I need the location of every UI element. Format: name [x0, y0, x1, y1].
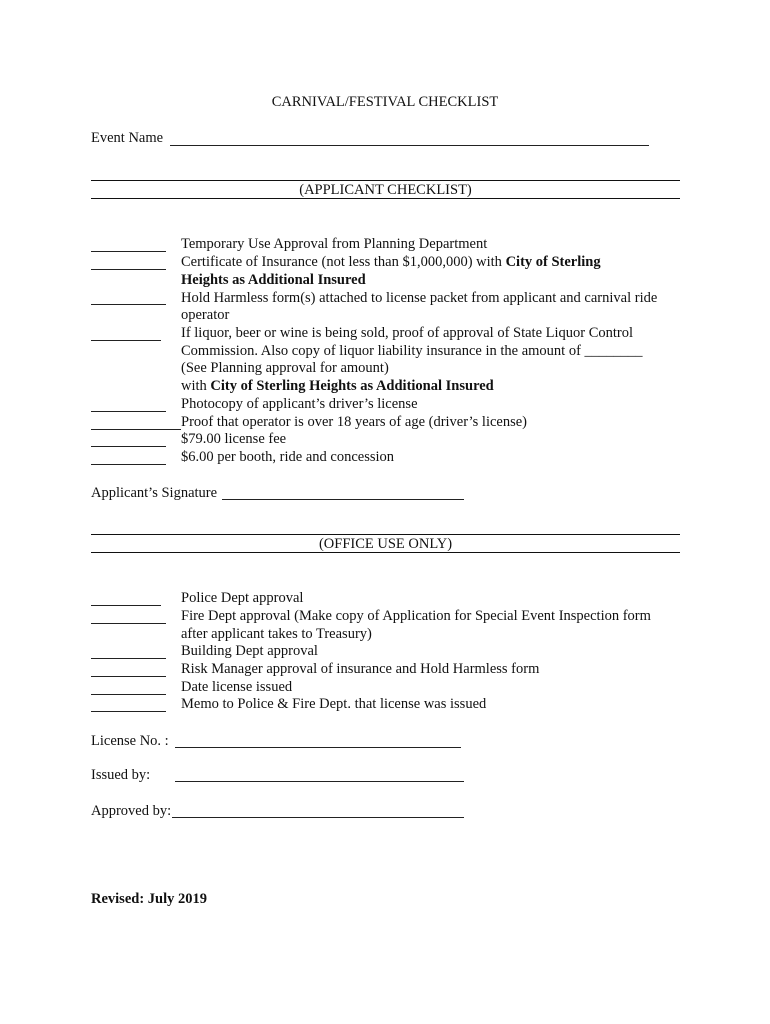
checkbox-blank-fire[interactable]: [91, 623, 166, 624]
issued-by-field[interactable]: [175, 781, 464, 782]
applicant-signature-field[interactable]: [222, 499, 464, 500]
office-item: Risk Manager approval of insurance and Hold Harmless form: [181, 661, 540, 677]
checklist-item: If liquor, beer or wine is being sold, proof of approval of State Liquor Control: [181, 325, 634, 341]
page-title: CARNIVAL/FESTIVAL CHECKLIST: [271, 94, 499, 110]
office-item: Police Dept approval: [181, 590, 304, 606]
checkbox-blank-drivers-license[interactable]: [91, 411, 166, 412]
checkbox-blank-memo[interactable]: [91, 711, 166, 712]
checkbox-blank-hold-harmless[interactable]: [91, 304, 166, 305]
office-item: Fire Dept approval (Make copy of Application for Special Event Inspection form: [181, 608, 651, 624]
office-item-continued: after applicant takes to Treasury): [181, 626, 372, 642]
event-name-label: Event Name: [91, 130, 164, 146]
divider: [91, 180, 680, 181]
checkbox-blank-certificate-insurance[interactable]: [91, 269, 166, 270]
approved-by-label: Approved by:: [91, 803, 172, 819]
office-use-header: (OFFICE USE ONLY): [318, 536, 453, 552]
checklist-item-continued: (See Planning approval for amount): [181, 360, 389, 376]
checkbox-blank-license-fee[interactable]: [91, 446, 166, 447]
checkbox-blank-date-issued[interactable]: [91, 694, 166, 695]
checkbox-blank-police[interactable]: [91, 605, 161, 606]
checklist-item: Certificate of Insurance (not less than $1,000,000) with City of Sterling: [181, 254, 601, 270]
checklist-item: Proof that operator is over 18 years of age (driver’s license): [181, 414, 527, 430]
checklist-item: $79.00 license fee: [181, 431, 287, 447]
license-no-field[interactable]: [175, 747, 461, 748]
approved-by-field[interactable]: [172, 817, 464, 818]
divider: [91, 534, 680, 535]
checklist-item: Photocopy of applicant’s driver’s license: [181, 396, 418, 412]
applicant-checklist-header: (APPLICANT CHECKLIST): [299, 182, 472, 198]
license-no-label: License No. :: [91, 733, 169, 749]
event-name-field[interactable]: [170, 145, 649, 146]
checkbox-blank-temporary-use[interactable]: [91, 251, 166, 252]
checklist-item: Hold Harmless form(s) attached to license packet from applicant and carnival ride: [181, 290, 658, 306]
checkbox-blank-building[interactable]: [91, 658, 166, 659]
divider: [91, 552, 680, 553]
checkbox-blank-booth-fee[interactable]: [91, 464, 166, 465]
checklist-item: Temporary Use Approval from Planning Department: [181, 236, 488, 252]
revised-date: Revised: July 2019: [91, 891, 207, 907]
checklist-item: $6.00 per booth, ride and concession: [181, 449, 395, 465]
office-item: Building Dept approval: [181, 643, 318, 659]
divider: [91, 198, 680, 199]
applicant-signature-label: Applicant’s Signature: [91, 485, 218, 501]
checkbox-blank-risk-manager[interactable]: [91, 676, 166, 677]
checklist-item-continued: with City of Sterling Heights as Additional Insured: [181, 378, 494, 394]
checklist-item-continued: Heights as Additional Insured: [181, 272, 366, 288]
office-item: Memo to Police & Fire Dept. that license was issued: [181, 696, 487, 712]
checklist-item-continued: Commission. Also copy of liquor liability insurance in the amount of ________: [181, 343, 643, 359]
checkbox-blank-operator-age[interactable]: [91, 429, 181, 430]
office-item: Date license issued: [181, 679, 293, 695]
issued-by-label: Issued by:: [91, 767, 151, 783]
checkbox-blank-liquor[interactable]: [91, 340, 161, 341]
checklist-item-continued: operator: [181, 307, 230, 323]
